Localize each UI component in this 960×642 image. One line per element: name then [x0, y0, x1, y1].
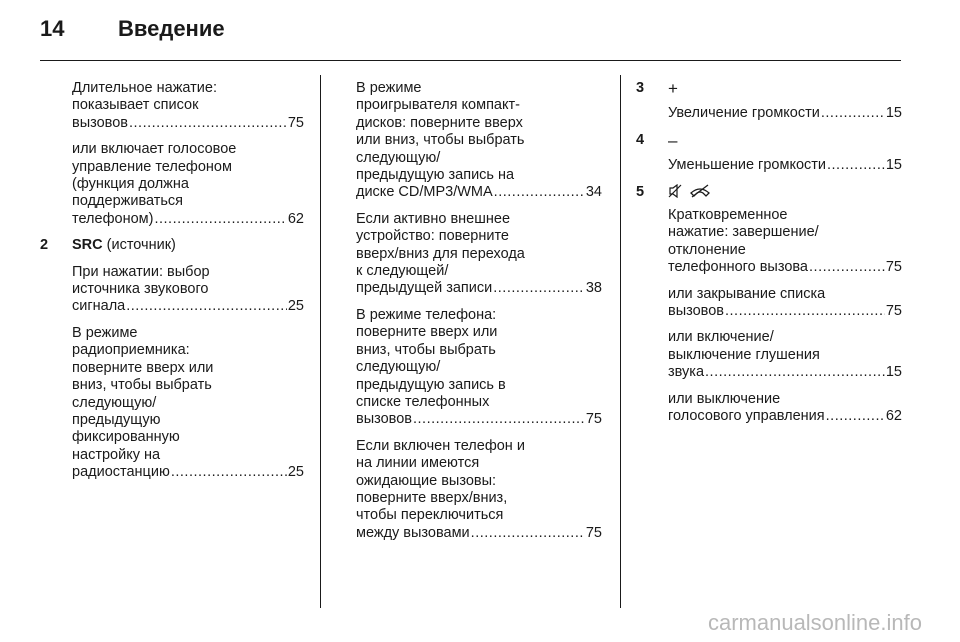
mute-icon	[668, 184, 682, 198]
page-ref[interactable]: 62	[885, 408, 902, 425]
item-5-mute-hangup	[636, 184, 902, 201]
index-line: радиостанцию ..... 25	[72, 464, 304, 481]
src-key: SRC	[72, 237, 103, 254]
index-line: звука ..... 15	[668, 364, 902, 381]
index-line: сигнала ..... 25	[72, 298, 304, 315]
entry-end-call: Кратковременное нажатие: завершение/ отклонение телефонного вызова ..... 75	[636, 207, 902, 277]
index-line: вызовов ..... 75	[356, 411, 602, 428]
entry-volume-down	[636, 157, 902, 174]
item-3-volume-up	[636, 80, 902, 99]
column-right	[636, 80, 902, 434]
page-ref[interactable]: 75	[585, 411, 602, 428]
item-2-src: 2 SRC (источник)	[40, 237, 176, 254]
entry-mute: или включение/ выключение глушения звука ..... 15	[636, 329, 902, 381]
column-left	[40, 80, 304, 491]
item-number: 4	[636, 131, 645, 148]
index-line: Увеличение громкости ..... 15	[668, 105, 902, 122]
page-ref[interactable]: 75	[885, 259, 902, 276]
index-line: голосового управления ..... 62	[668, 408, 902, 425]
item-number: 3	[636, 80, 645, 96]
page-ref[interactable]: 75	[287, 114, 304, 131]
entry-phone-mode: В режиме телефона: поверните вверх или вниз, чтобы выбрать следующую/ предыдущую запись в списке телефонных вызовов ..... 75	[356, 307, 602, 429]
item-number: 5	[636, 183, 645, 200]
index-line: диске CD/MP3/WMA ..... 34	[356, 184, 602, 201]
page-ref[interactable]: 15	[885, 105, 902, 122]
header-rule	[40, 60, 901, 61]
column-divider-2	[620, 75, 621, 608]
page-ref[interactable]: 25	[287, 464, 304, 481]
page-ref[interactable]: 34	[585, 184, 602, 201]
hangup-icon	[689, 184, 711, 198]
index-line: телефоном) ..... 62	[72, 211, 304, 228]
entry-external-device: Если активно внешнее устройство: поверните вверх/вниз для перехода к следующей/ предыдущей записи ..... 38	[356, 211, 602, 298]
index-line: вызовов ..... 75	[72, 115, 304, 132]
page-ref[interactable]: 62	[287, 210, 304, 227]
index-line: вызовов ..... 75	[668, 303, 902, 320]
entry-voice-off: или выключение голосового управления ..... 62	[636, 391, 902, 426]
entry-close-list: или закрывание списка вызовов ..... 75	[636, 286, 902, 321]
index-line: предыдущей записи ..... 38	[356, 280, 602, 297]
index-line: телефонного вызова ..... 75	[668, 259, 902, 276]
item-number: 2	[40, 237, 49, 254]
page-title: Введение	[118, 16, 225, 41]
item-4-volume-down	[636, 132, 902, 151]
entry-voice-control: или включает голосовое управление телефоном (функция должна поддерживаться телефоном) ..... 62	[40, 141, 304, 228]
index-line: между вызовами ..... 75	[356, 525, 602, 542]
page-ref[interactable]: 38	[585, 280, 602, 297]
plus-icon: +	[668, 79, 678, 98]
entry-radio-mode: В режиме радиоприемника: поверните вверх или вниз, чтобы выбрать следующую/ предыдущую фиксированную настройку на радиостанцию ..... 25	[40, 325, 304, 482]
page-ref[interactable]: 15	[885, 157, 902, 174]
entry-source-select: При нажатии: выбор источника звукового сигнала ..... 25	[40, 264, 304, 316]
page-ref[interactable]: 25	[287, 298, 304, 315]
page-ref[interactable]: 75	[885, 303, 902, 320]
entry-volume-up	[636, 105, 902, 122]
page-ref[interactable]: 75	[585, 524, 602, 541]
page-number: 14	[40, 16, 65, 41]
watermark: carmanualsonline.info	[707, 610, 922, 635]
column-middle	[356, 80, 602, 551]
entry-waiting-calls: Если включен телефон и на линии имеются ожидающие вызовы: поверните вверх/вниз, чтобы переключиться между вызовами ..... 75	[356, 438, 602, 542]
minus-icon: –	[668, 130, 678, 150]
index-line: Уменьшение громкости ..... 15	[668, 157, 902, 174]
page-ref[interactable]: 15	[885, 364, 902, 381]
entry-long-press: Длительное нажатие: показывает список вызовов ..... 75	[40, 80, 304, 132]
entry-cd-mode: В режиме проигрывателя компакт- дисков: поверните вверх или вниз, чтобы выбрать следующую/ предыдущую запись на диске CD/MP3/WMA ..... 34	[356, 80, 602, 202]
column-divider-1	[320, 75, 321, 608]
